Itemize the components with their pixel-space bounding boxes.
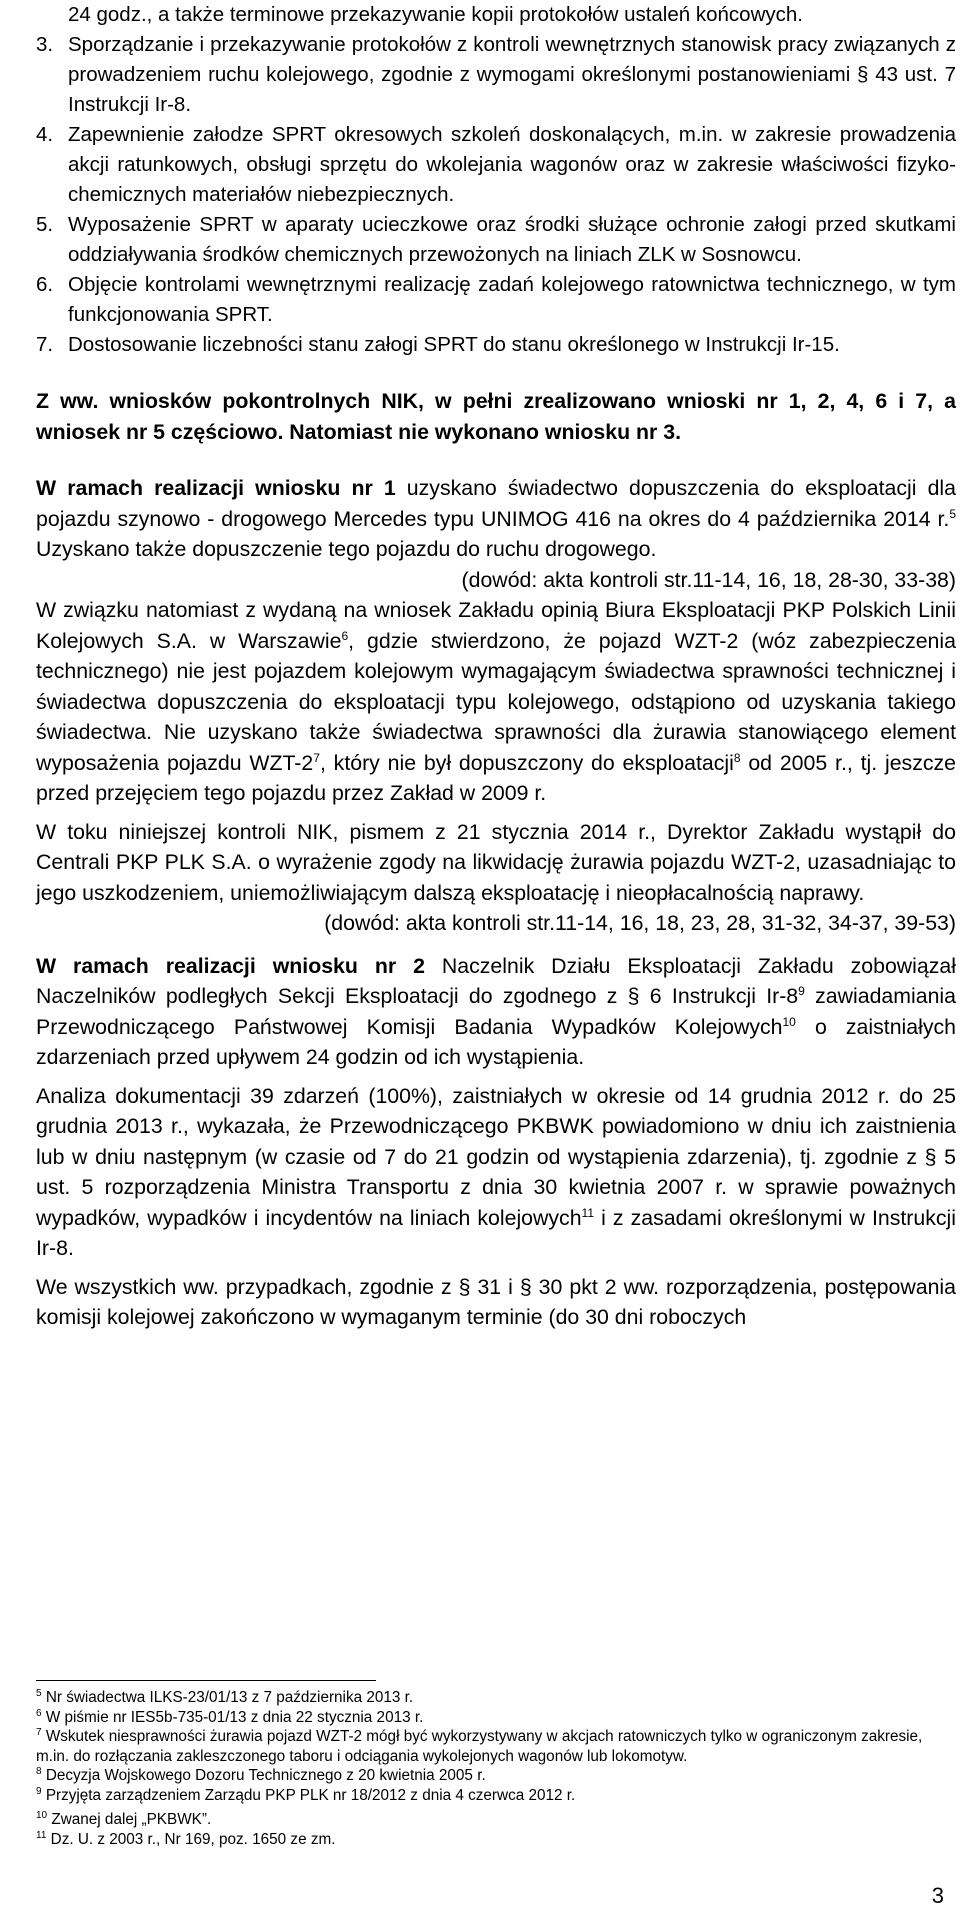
footnote-number: 7 [36, 1726, 42, 1738]
paragraph-analysis: Analiza dokumentacji 39 zdarzeń (100%), zaistniałych w okresie od 14 grudnia 2012 r. do 25 grudnia 2013 r., wykazała, że Przewodniczącego PKBWK powiadomiono w dniu ich zaistnienia lub w dniu następnym (w czasie od 7 do 21 godzin od wystąpienia zdarzenia), tj. zgodnie z § 5 ust. 5 rozporządzenia Ministra Transportu z dnia 30 kwietnia 2007 r. w sprawie poważnych wypadków, wypadków i incydentów na liniach kolejowych$^{11}$ i z zasadami określonymi w Instrukcji Ir-8. [36, 1083, 956, 1260]
list-continuation: 24 godz., a także terminowe przekazywanie kopii protokołów ustaleń końcowych. [68, 3, 803, 26]
list-item [36, 30, 956, 120]
list-item-text: Objęcie kontrolami wewnętrznymi realizację zadań kolejowego ratownictwa technicznego, w tym funkcjonowania SPRT. [68, 273, 956, 326]
footnote-number: 6 [36, 1707, 42, 1719]
footnote: $^6$ W piśmie nr IES5b-735-01/13 z dnia 22 stycznia 2013 r. [36, 1707, 424, 1726]
paragraph-lead: W ramach realizacji wniosku nr 2 [36, 953, 425, 978]
paragraph-lead: W ramach realizacji wniosku nr 1 [36, 476, 396, 500]
list-item-text: Zapewnienie załodze SPRT okresowych szkoleń doskonalących, m.in. w zakresie prowadzenia akcji ratunkowych, obsługi sprzętu do wkolejania wagonów oraz w zakresie właściwości fizyko-chemicznych materiałów niebezpiecznych. [68, 123, 956, 206]
list-item-number: 6. [36, 273, 54, 296]
recommendations-list [36, 0, 956, 360]
footnote-separator [36, 1680, 376, 1681]
list-item [36, 0, 956, 30]
footnote-number: 8 [36, 1765, 42, 1777]
list-item [36, 120, 956, 210]
list-item [36, 270, 956, 330]
footnote: $^{10}$ Zwanej dalej „PKBWK”. [36, 1809, 212, 1828]
footnote-ref: 5 [949, 506, 956, 521]
footnote-number: 5 [36, 1687, 42, 1699]
page-number: 3 [931, 1883, 944, 1908]
footnote-ref: 9 [798, 983, 805, 998]
paragraph-recommendation-2: W ramach realizacji wniosku nr 2 Naczelnik Działu Eksploatacji Zakładu zobowiązał Naczelników podległych Sekcji Eksploatacji do zgodnego z § 6 Instrukcji $Ir-8^9$ zawiadamiania Przewodniczącego Państwowej Komisji Badania Wypadków Kolejowych$^{10}$ o zaistniałych zdarzeniach przed upływem 24 godzin od ich wystąpienia. [36, 953, 956, 1069]
paragraph-wzt2: W związku natomiast z wydaną na wniosek Zakładu opinią Biura Eksploatacji PKP Polskich Linii Kolejowych S.A. w Warszawie$^6$, gdzie stwierdzono, że pojazd WZT-2 (wóz zabezpieczenia technicznego) nie jest pojazdem kolejowym wymagającym świadectwa sprawności technicznej i świadectwa dopuszczenia do eksploatacji typu kolejowego, odstąpiono od uzyskania takiego świadectwa. Nie uzyskano także świadectwa sprawności dla żurawia stanowiącego element wyposażenia pojazdu WZT-$2^7$, który nie był dopuszczony do eksploatacji$^8$ od 2005 r., tj. jeszcze przed przejęciem tego pojazdu przez Zakład w 2009 r. [36, 598, 956, 805]
footnotes [36, 1688, 956, 1849]
main-text [36, 0, 956, 1333]
list-item-number: 7. [36, 333, 54, 356]
footnote: $^9$ Przyjęta zarządzeniem Zarządu PKP PLK nr 18/2012 z dnia 4 czerwca 2012 r. [36, 1785, 576, 1804]
list-item-number: 5. [36, 213, 54, 236]
body-text [36, 386, 956, 1333]
footnote-number: 11 [36, 1829, 47, 1841]
evidence-note: (dowód: akta kontroli str.11-14, 16, 18, 23, 28, 31-32, 34-37, 39-53) [324, 911, 956, 935]
footnote-number: 9 [36, 1785, 42, 1797]
summary-paragraph: Z ww. wniosków pokontrolnych NIK, w pełni zrealizowano wnioski nr 1, 2, 4, 6 i 7, a wniosek nr 5 częściowo. Natomiast nie wykonano wniosku nr 3. [36, 389, 956, 444]
paragraph-proceedings: We wszystkich ww. przypadkach, zgodnie z § 31 i § 30 pkt 2 ww. rozporządzenia, postępowania komisji kolejowej zakończono w wymaganym terminie (do 30 dni roboczych [36, 1274, 956, 1329]
footnote: $^7$ Wskutek niesprawności żurawia pojazd WZT-2 mógł być wykorzystywany w akcjach ratowniczych tylko w ograniczonym zakresie, m.in. do rozłączania zakleszczonego taboru i odciągania wykolejonych wagonów lub lokomotyw. [36, 1726, 923, 1765]
list-item [36, 330, 956, 360]
footnote-ref: 8 [733, 750, 741, 765]
footnote: $^8$ Decyzja Wojskowego Dozoru Technicznego z 20 kwietnia 2005 r. [36, 1765, 486, 1784]
evidence-note: (dowód: akta kontroli str.11-14, 16, 18, 28-30, 33-38) [461, 567, 956, 592]
list-item-text: Dostosowanie liczebności stanu załogi SPRT do stanu określonego w Instrukcji Ir-15. [68, 333, 840, 356]
footnote: $^{11}$ Dz. U. z 2003 r., Nr 169, poz. 1650 ze zm. [36, 1829, 336, 1848]
paragraph-recommendation-1: W ramach realizacji wniosku nr 1 uzyskano świadectwo dopuszczenia do eksploatacji dla pojazdu szynowo - drogowego Mercedes typu UNIMOG 416 na okres do 4 października 2014 r.$^5$ Uzyskano także dopuszczenie tego pojazdu do ruchu drogowego. [36, 476, 956, 561]
footnote-number: 10 [36, 1809, 48, 1821]
list-item-text: Sporządzanie i przekazywanie protokołów z kontroli wewnętrznych stanowisk pracy związanych z prowadzeniem ruchu kolejowego, zgodnie z wymogami określonymi postanowieniami § 43 ust. 7 Instrukcji Ir-8. [68, 33, 956, 116]
footnote-ref: 7 [313, 750, 320, 765]
list-item-number: 4. [36, 123, 54, 146]
list-item-number: 3. [36, 33, 54, 56]
footnote-ref: 10 [782, 1014, 796, 1029]
list-item-text: Wyposażenie SPRT w aparaty ucieczkowe oraz środki służące ochronie załogi przed skutkami oddziaływania środków chemicznych przewożonych na liniach ZLK w Sosnowcu. [68, 213, 956, 266]
list-item [36, 210, 956, 270]
footnote-ref: 6 [341, 628, 349, 643]
footnote-ref: 11 [581, 1205, 595, 1220]
footnote: $^5$ Nr świadectwa ILKS-23/01/13 z 7 października 2013 r. [36, 1687, 414, 1706]
paragraph-control-letter: W toku niniejszej kontroli NIK, pismem z 21 stycznia 2014 r., Dyrektor Zakładu wystąpił do Centrali PKP PLK S.A. o wyrażenie zgody na likwidację żurawia pojazdu WZT-2, uzasadniając to jego uszkodzeniem, uniemożliwiającym dalszą eksploatację i nieopłacalnością naprawy. [36, 819, 956, 905]
